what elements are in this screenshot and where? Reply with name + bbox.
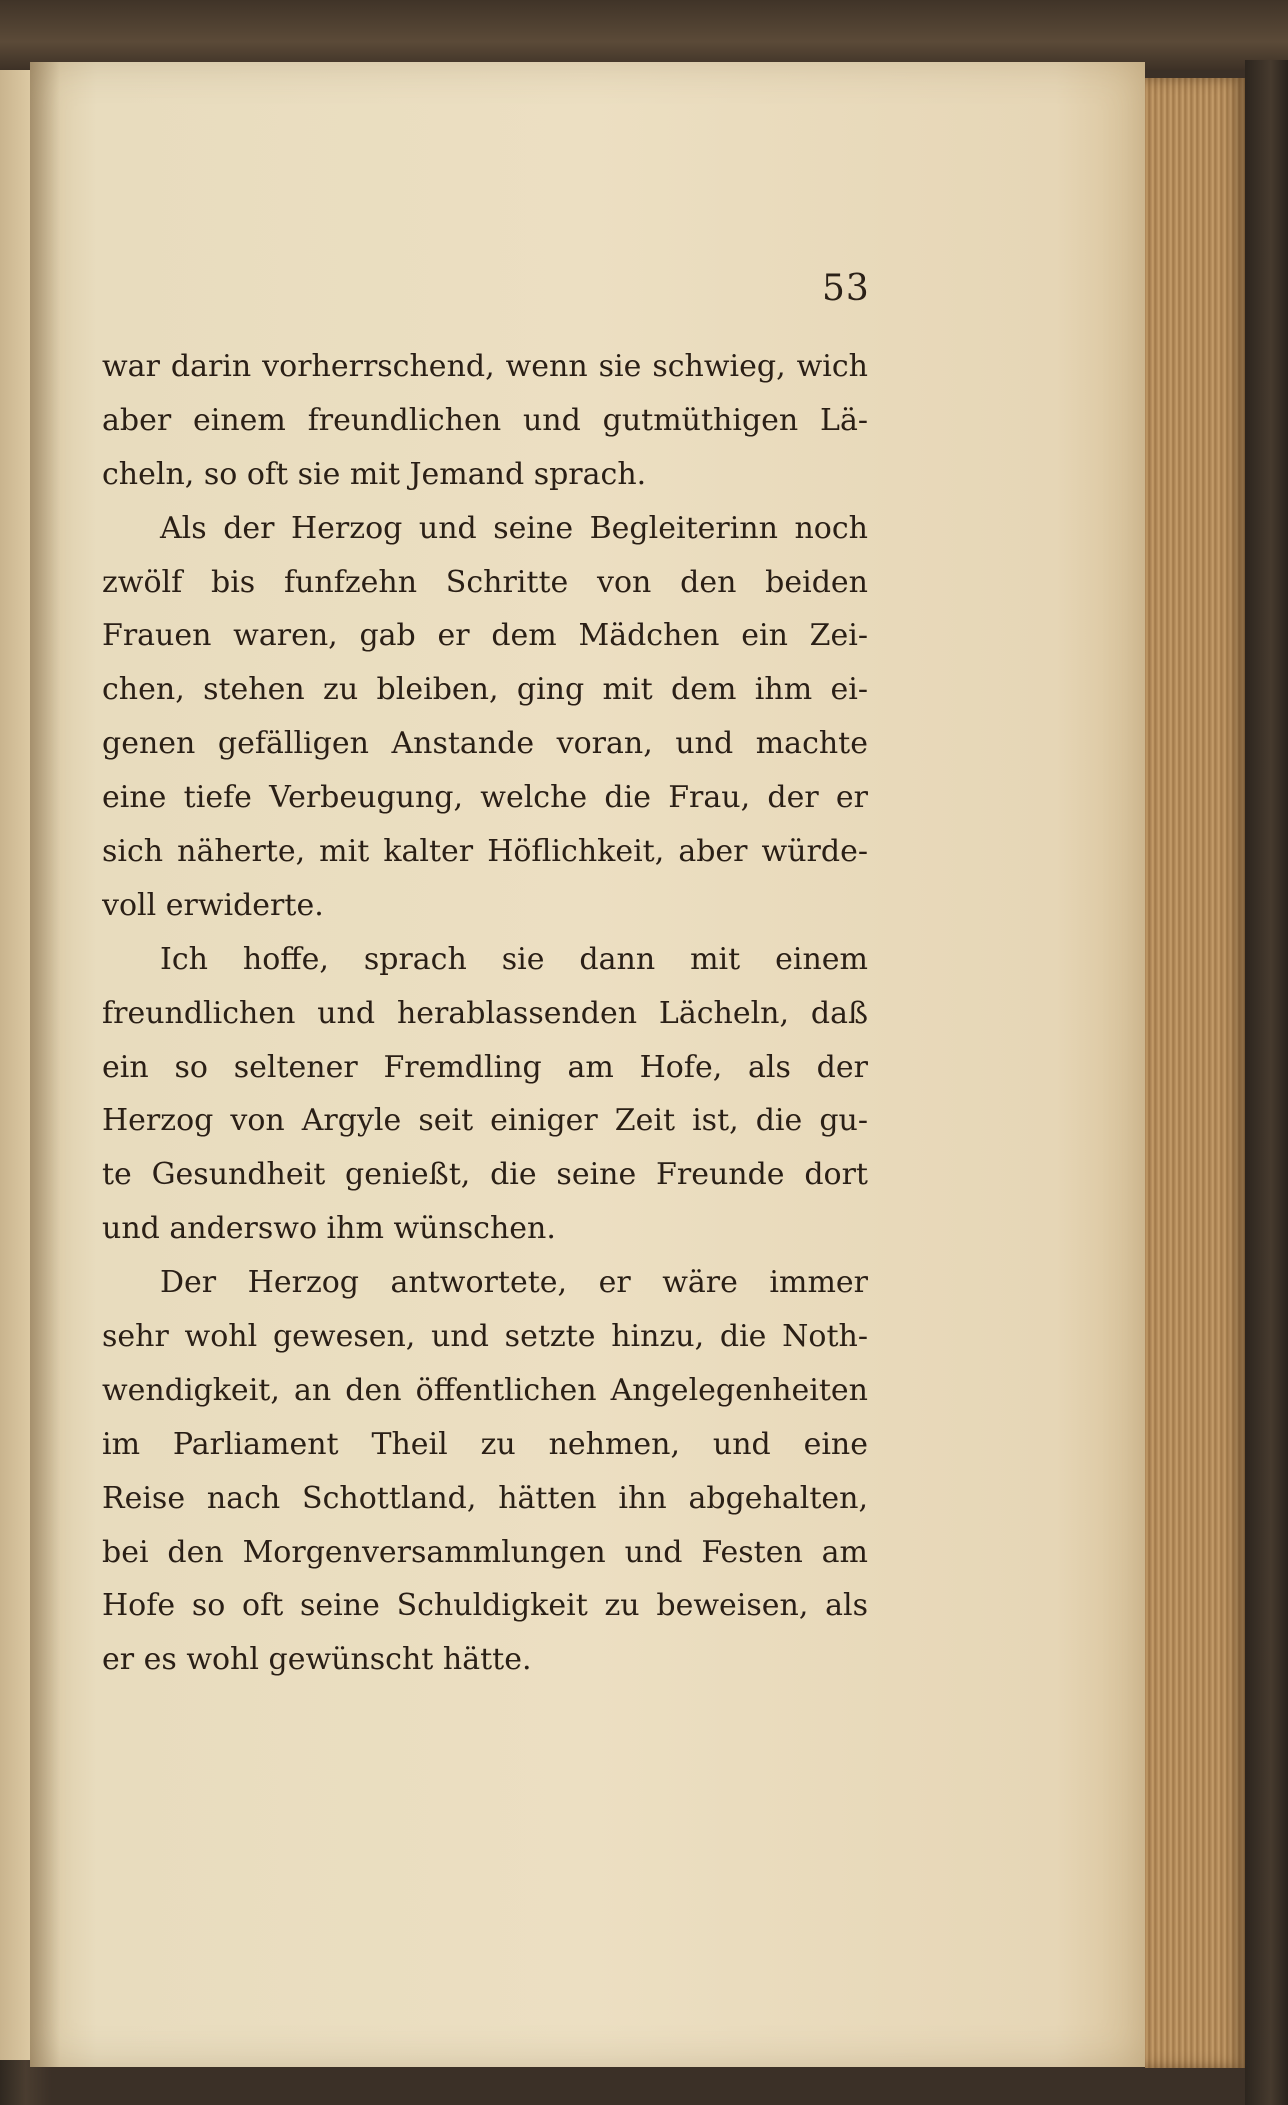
text-line: er es wohl gewünscht hätte. xyxy=(102,1642,532,1678)
text-line: Frauen waren, gab er dem Mädchen ein Zei- xyxy=(102,618,868,654)
facing-page-edge xyxy=(0,70,30,2060)
text-line: sehr wohl gewesen, und setzte hinzu, die Noth- xyxy=(102,1319,868,1355)
text-line: aber einem freundlichen und gutmüthigen Lä- xyxy=(102,402,868,438)
page-number: 53 xyxy=(822,268,870,309)
text-line: freundlichen und herablassenden Lächeln, daß xyxy=(102,995,868,1031)
text-line: cheln, so oft sie mit Jemand sprach. xyxy=(102,456,647,492)
text-line: im Parliament Theil zu nehmen, und eine xyxy=(102,1426,868,1462)
text-line: te Gesundheit genießt, die seine Freunde dort xyxy=(102,1157,868,1193)
text-line: war darin vorherrschend, wenn sie schwieg, wich xyxy=(102,349,868,384)
text-line: ein so seltener Fremdling am Hofe, als der xyxy=(102,1049,868,1085)
page-block-edges xyxy=(1145,78,1245,2068)
body-text xyxy=(102,340,868,1687)
text-line: voll erwiderte. xyxy=(102,887,324,923)
text-line: bei den Morgenversammlungen und Festen am xyxy=(102,1534,868,1570)
text-line: eine tiefe Verbeugung, welche die Frau, der er xyxy=(102,780,868,816)
text-line: Der Herzog antwortete, er wäre immer xyxy=(160,1265,868,1301)
text-line: Reise nach Schottland, hätten ihn abgehalten, xyxy=(102,1480,868,1516)
text-line: genen gefälligen Anstande voran, und machte xyxy=(102,726,868,762)
text-line: wendigkeit, an den öffentlichen Angelegenheiten xyxy=(102,1372,868,1408)
text-line: Ich hoffe, sprach sie dann mit einem xyxy=(160,941,868,977)
text-line: chen, stehen zu bleiben, ging mit dem ihm ei- xyxy=(102,672,868,708)
text-line: Als der Herzog und seine Begleiterinn noch xyxy=(160,510,868,546)
text-line: zwölf bis funfzehn Schritte von den beiden xyxy=(102,564,868,600)
gutter-shadow xyxy=(30,62,60,2067)
text-line: Hofe so oft seine Schuldigkeit zu beweisen, als xyxy=(102,1588,868,1624)
book-cover-edge xyxy=(1245,60,1288,2105)
book-top-edge xyxy=(0,0,1288,70)
text-line: Herzog von Argyle seit einiger Zeit ist, die gu- xyxy=(102,1103,868,1139)
text-line: und anderswo ihm wünschen. xyxy=(102,1211,556,1247)
text-line: sich näherte, mit kalter Höflichkeit, aber würde- xyxy=(102,834,868,870)
